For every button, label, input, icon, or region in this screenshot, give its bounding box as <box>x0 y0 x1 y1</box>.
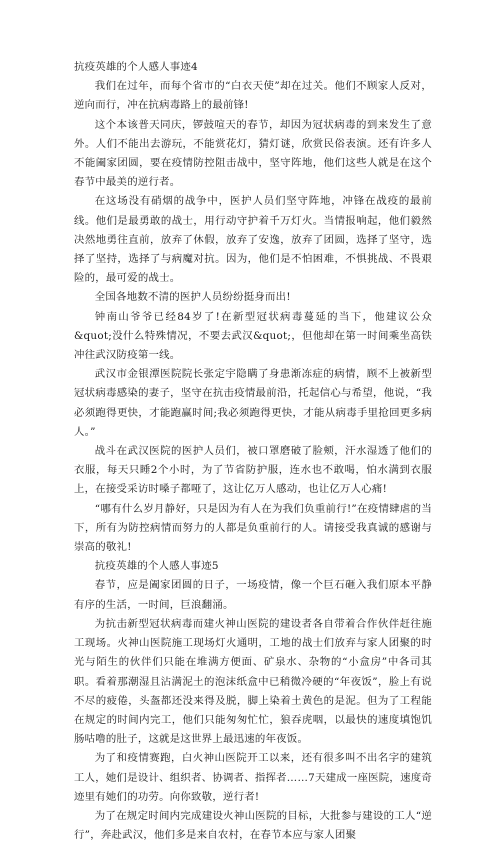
paragraph: 春节，应是阖家团圆的日子，一场疫情，像一个巨石砸入我们原本平静有序的生活，一时间，巨浪翻涌。 <box>74 579 432 611</box>
paragraph: 武汉市金银潭医院院长张定宇隐瞒了身患渐冻症的病情，顾不上被新型冠状病毒感染的妻子，坚守在抗击疫情最前沿，托起信心与希望，他说，“我必须跑得更快，才能跑赢时间;我必须跑得更快，才能从病毒手里抢回更多病人。” <box>74 368 432 438</box>
paragraph: 我们在过年，而每个省市的“白衣天使”却在过关。他们不顾家人反对，逆向而行，冲在抗病毒路上的最前锋! <box>74 80 432 112</box>
paragraph: 战斗在武汉医院的医护人员们，被口罩磨破了脸颊，汗水湿透了他们的衣服，每天只睡2个小时，为了节省防护服，连水也不敢喝，怕水满到衣服上，在接受采访时嗓子都哑了，这让亿万人感动，也让亿万人心痛! <box>74 445 432 496</box>
paragraph: 为抗击新型冠状病毒而建火神山医院的建设者各自带着合作伙伴赶往施工现场。火神山医院施工现场灯火通明，工地的战士们放弃与家人团聚的时光与陌生的伙伴们只能在堆满方便面、矿泉水、杂物的“小盒房”中各司其职。看着那潮湿且沾满泥土的泡沫纸盒中已稍微冷硬的“年夜饭”，脸上有说不尽的疲倦，头盔都还没来得及脱，脚上染着土黄色的是泥。但为了工程能在规定的时间内完工，他们只能匆匆忙忙，狼吞虎咽，以最快的速度填饱饥肠咕噜的肚子，这就是这世界上最迅速的年夜饭。 <box>74 617 432 746</box>
paragraph: 在这场没有硝烟的战争中，医护人员们坚守阵地，冲锋在战疫的最前线。他们是最勇敢的战士，用行动守护着千万灯火。当情报响起，他们毅然决然地勇往直前，放弃了休假，放弃了安逸，放弃了团圆，选择了坚守，选择了坚持，选择了与病魔对抗。因为，他们是不怕困难，不惧挑战、不畏艰险的，最可爱的战士。 <box>74 195 432 285</box>
paragraph: 为了在规定时间内完成建设火神山医院的目标，大批参与建设的工人“逆行”，奔赴武汉，他们多是来自农村，在春节本应与家人团聚 <box>74 809 432 842</box>
paragraph: 为了和疫情赛跑，白火神山医院开工以来，还有很多叫不出名字的建筑工人，她们是设计、组织者、协调者、指挥者……7天建成一座医院，速度奇迹里有她们的功劳。向你致敬，逆行者! <box>74 752 432 803</box>
section-title: 抗疫英雄的个人感人事迹5 <box>94 560 219 573</box>
paragraph: 全国各地数不清的医护人员纷纷挺身而出! <box>94 291 291 304</box>
paragraph: 这个本该普天同庆，锣鼓喧天的春节，却因为冠状病毒的到来发生了意外。人们不能出去游玩，不能赏花灯，猜灯谜，欣赏民俗表演。还有许多人不能阖家团圆，要在疫情防控阻击战中，坚守阵地，他们这些人就是在这个春节中最美的逆行者。 <box>74 118 432 189</box>
paragraph: “哪有什么岁月静好，只是因为有人在为我们负重前行!”在疫情肆虐的当下，所有为防控病情而努力的人都是负重前行的人。请接受我真诚的感谢与崇高的敬礼! <box>74 502 432 554</box>
document-body <box>74 58 432 845</box>
paragraph: 钟南山爷爷已经84岁了!在新型冠状病毒蔓延的当下，他建议公众&quot;没什么特殊情况，不要去武汉&quot;，但他却在第一时间乘坐高铁冲往武汉防疫第一线。 <box>74 310 432 362</box>
section-title: 抗疫英雄的个人感人事迹4 <box>74 61 198 73</box>
